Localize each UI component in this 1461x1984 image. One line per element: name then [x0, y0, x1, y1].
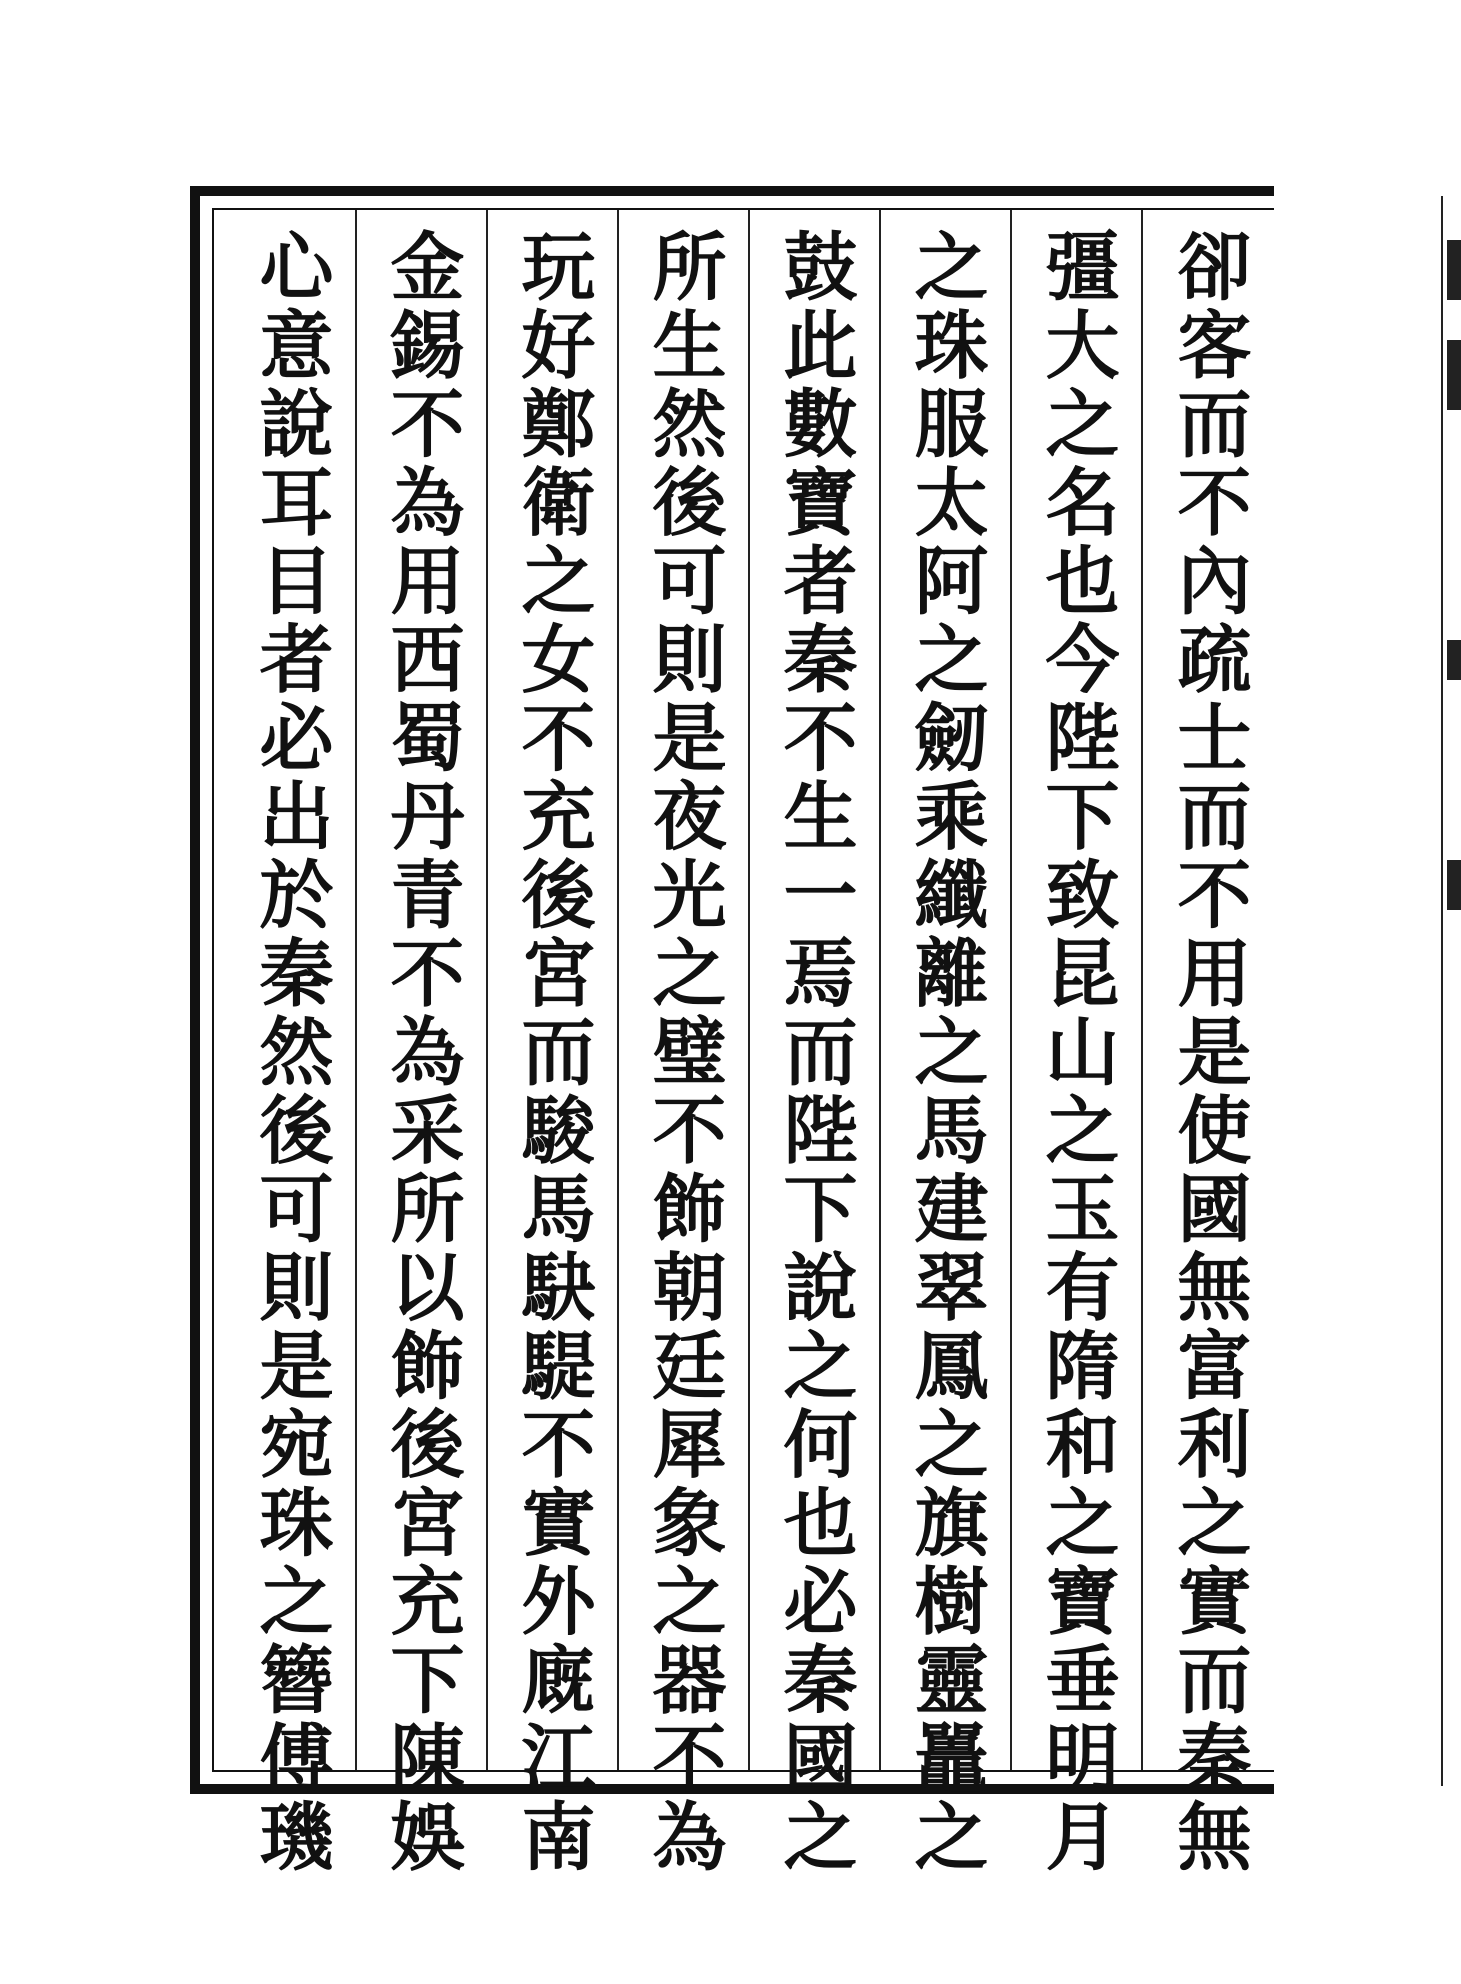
text-column [488, 210, 619, 1877]
edge-ink-mark [1447, 860, 1461, 910]
text-column [1012, 210, 1143, 1877]
column-text: 心意說耳目者必出於秦然後可則是宛珠之簪傅璣 [247, 228, 334, 1877]
edge-ink-mark [1447, 640, 1461, 680]
text-column [1143, 210, 1274, 1877]
column-text: 金錫不為用西蜀丹青不為采所以飾後宮充下陳娛 [378, 228, 465, 1877]
page-frame [190, 186, 1274, 1877]
text-columns [214, 210, 1274, 1877]
edge-ink-mark [1447, 240, 1461, 300]
column-text: 彊大之名也今陛下致昆山之玉有隋和之寶垂明月 [1033, 228, 1120, 1877]
text-column [750, 210, 881, 1877]
column-text: 卻客而不內疏士而不用是使國無富利之實而秦無 [1165, 228, 1252, 1877]
text-column [881, 210, 1012, 1877]
cropped-margin-strip [1441, 196, 1461, 1786]
edge-ink-mark [1447, 340, 1461, 410]
column-text: 所生然後可則是夜光之璧不飾朝廷犀象之器不為 [640, 228, 727, 1877]
column-text: 之珠服太阿之劒乘纖離之馬建翠鳳之旗樹靈鼉之 [902, 228, 989, 1877]
text-column [357, 210, 488, 1877]
text-column [619, 210, 750, 1877]
column-text: 鼓此數寶者秦不生一焉而陛下說之何也必秦國之 [771, 228, 858, 1877]
column-text: 玩好鄭衛之女不充後宮而駿馬駃騠不實外廐江南 [509, 228, 596, 1877]
text-column [226, 210, 357, 1877]
